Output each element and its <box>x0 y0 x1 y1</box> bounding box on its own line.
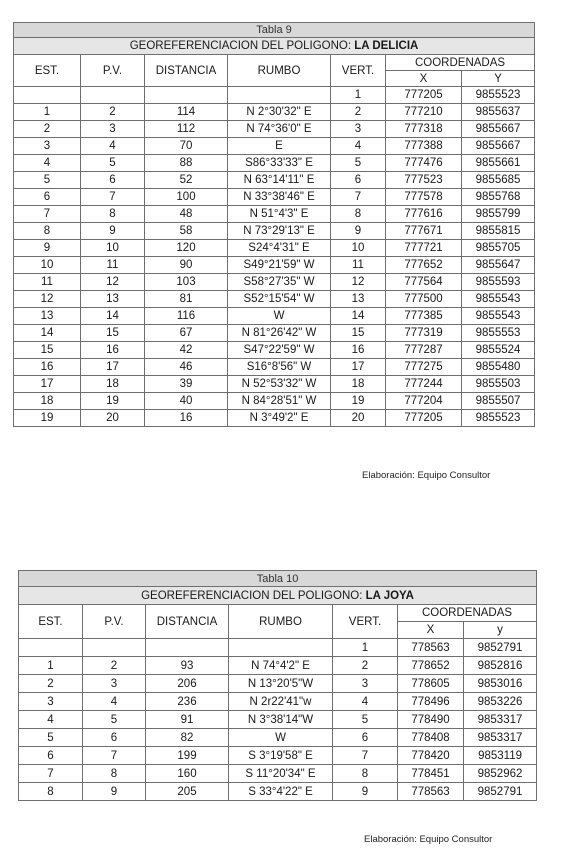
cell-x: 777210 <box>386 104 462 121</box>
header-est: EST. <box>14 55 81 87</box>
cell-y: 9855815 <box>462 223 535 240</box>
cell-y: 9853016 <box>464 675 537 693</box>
cell-x: 778451 <box>398 765 464 783</box>
cell-rumbo: N 73°29'13" E <box>228 223 331 240</box>
cell-x: 777578 <box>386 189 462 206</box>
table-row <box>19 729 537 747</box>
cell-vert: 6 <box>331 172 386 189</box>
table-row <box>14 325 535 342</box>
cell-y: 9852962 <box>464 765 537 783</box>
cell-distancia: 52 <box>145 172 228 189</box>
cell-rumbo: N 74°4'2" E <box>229 657 333 675</box>
cell-pv: 5 <box>81 155 145 172</box>
cell-distancia: 46 <box>145 359 228 376</box>
cell-est: 2 <box>14 121 81 138</box>
cell-y: 9852791 <box>464 783 537 801</box>
cell-vert: 12 <box>331 274 386 291</box>
cell-vert: 16 <box>331 342 386 359</box>
cell-vert: 3 <box>333 675 398 693</box>
polygon-name: LA DELICIA <box>354 40 419 52</box>
table-row <box>14 223 535 240</box>
cell-vert: 8 <box>333 765 398 783</box>
cell-vert: 13 <box>331 291 386 308</box>
cell-pv: 3 <box>81 121 145 138</box>
header-distancia: DISTANCIA <box>146 605 229 639</box>
cell-est: 13 <box>14 308 81 325</box>
cell-est: 15 <box>14 342 81 359</box>
table-caption: Tabla 10 <box>19 571 537 587</box>
cell-rumbo: S58°27'35" W <box>228 274 331 291</box>
table-la-delicia <box>13 22 535 427</box>
cell-est: 7 <box>19 765 83 783</box>
cell-pv: 10 <box>81 240 145 257</box>
cell-y: 9855647 <box>462 257 535 274</box>
cell-y: 9853119 <box>464 747 537 765</box>
footer-note: Elaboración: Equipo Consultor <box>362 470 491 481</box>
header-pv: P.V. <box>83 605 146 639</box>
cell-est: 8 <box>14 223 81 240</box>
cell-rumbo <box>228 87 331 104</box>
cell-est: 10 <box>14 257 81 274</box>
cell-y: 9855667 <box>462 121 535 138</box>
cell-x: 777385 <box>386 308 462 325</box>
table-row <box>14 121 535 138</box>
cell-rumbo: E <box>228 138 331 155</box>
cell-y: 9855685 <box>462 172 535 189</box>
cell-est: 12 <box>14 291 81 308</box>
cell-distancia: 236 <box>146 693 229 711</box>
cell-pv: 15 <box>81 325 145 342</box>
cell-rumbo: W <box>229 729 333 747</box>
cell-x: 778563 <box>398 639 464 657</box>
cell-vert: 4 <box>331 138 386 155</box>
cell-rumbo: N 84°28'51" W <box>228 393 331 410</box>
cell-rumbo: N 81°26'42" W <box>228 325 331 342</box>
table-row <box>19 693 537 711</box>
cell-distancia: 205 <box>146 783 229 801</box>
cell-distancia: 120 <box>145 240 228 257</box>
cell-y: 9855507 <box>462 393 535 410</box>
cell-pv: 7 <box>81 189 145 206</box>
cell-y: 9855503 <box>462 376 535 393</box>
cell-x: 778408 <box>398 729 464 747</box>
cell-rumbo: S86°33'33" E <box>228 155 331 172</box>
cell-x: 777388 <box>386 138 462 155</box>
header-vert: VERT. <box>331 55 386 87</box>
table-row <box>14 240 535 257</box>
table-row <box>14 376 535 393</box>
table-row <box>14 359 535 376</box>
table-la-joya <box>18 570 537 801</box>
cell-est: 17 <box>14 376 81 393</box>
cell-vert: 11 <box>331 257 386 274</box>
table-row <box>19 747 537 765</box>
table-row <box>14 257 535 274</box>
cell-vert: 3 <box>331 121 386 138</box>
cell-pv: 16 <box>81 342 145 359</box>
cell-y: 9855480 <box>462 359 535 376</box>
cell-x: 778605 <box>398 675 464 693</box>
table-row <box>19 639 537 657</box>
cell-pv: 4 <box>83 693 146 711</box>
cell-x: 778652 <box>398 657 464 675</box>
cell-est: 1 <box>19 657 83 675</box>
cell-est: 1 <box>14 104 81 121</box>
cell-rumbo: S24°4'31" E <box>228 240 331 257</box>
cell-est: 4 <box>19 711 83 729</box>
table-title <box>19 587 537 605</box>
table-row <box>14 155 535 172</box>
header-x: X <box>386 71 462 87</box>
cell-y: 9855593 <box>462 274 535 291</box>
cell-vert: 8 <box>331 206 386 223</box>
cell-distancia: 48 <box>145 206 228 223</box>
cell-pv: 20 <box>81 410 145 427</box>
footer-note: Elaboración: Equipo Consultor <box>364 834 493 845</box>
cell-y: 9853317 <box>464 729 537 747</box>
cell-x: 777275 <box>386 359 462 376</box>
table-row <box>14 138 535 155</box>
cell-vert: 5 <box>331 155 386 172</box>
cell-y: 9855637 <box>462 104 535 121</box>
cell-vert: 7 <box>331 189 386 206</box>
cell-est: 11 <box>14 274 81 291</box>
table-body <box>14 23 535 427</box>
cell-rumbo: S49°21'59" W <box>228 257 331 274</box>
cell-x: 777564 <box>386 274 462 291</box>
cell-est <box>19 639 83 657</box>
cell-pv: 12 <box>81 274 145 291</box>
cell-est: 4 <box>14 155 81 172</box>
cell-rumbo: N 2r22'41"w <box>229 693 333 711</box>
cell-x: 777318 <box>386 121 462 138</box>
cell-y: 9855705 <box>462 240 535 257</box>
cell-distancia: 160 <box>146 765 229 783</box>
cell-distancia: 67 <box>145 325 228 342</box>
table-row <box>14 342 535 359</box>
header-distancia: DISTANCIA <box>145 55 228 87</box>
cell-est: 6 <box>19 747 83 765</box>
cell-rumbo: N 2°30'32" E <box>228 104 331 121</box>
cell-est: 5 <box>19 729 83 747</box>
table-row <box>14 87 535 104</box>
cell-rumbo: N 63°14'11" E <box>228 172 331 189</box>
cell-x: 777500 <box>386 291 462 308</box>
cell-vert: 17 <box>331 359 386 376</box>
cell-rumbo: S 11°20'34" E <box>229 765 333 783</box>
cell-rumbo: N 33°38'46" E <box>228 189 331 206</box>
polygon-name: LA JOYA <box>365 589 414 602</box>
cell-distancia: 90 <box>145 257 228 274</box>
cell-pv: 14 <box>81 308 145 325</box>
cell-vert: 2 <box>333 657 398 675</box>
table-caption: Tabla 9 <box>14 23 535 38</box>
header-x: X <box>398 622 464 639</box>
cell-y: 9852791 <box>464 639 537 657</box>
cell-rumbo: N 13°20'5"W <box>229 675 333 693</box>
cell-y: 9855661 <box>462 155 535 172</box>
cell-distancia: 16 <box>145 410 228 427</box>
cell-distancia: 112 <box>145 121 228 138</box>
cell-x: 777205 <box>386 87 462 104</box>
header-rumbo: RUMBO <box>228 55 331 87</box>
cell-rumbo: N 51°4'3" E <box>228 206 331 223</box>
cell-distancia: 40 <box>145 393 228 410</box>
cell-pv: 11 <box>81 257 145 274</box>
table-row <box>19 765 537 783</box>
cell-pv: 7 <box>83 747 146 765</box>
cell-pv: 8 <box>81 206 145 223</box>
table-row <box>19 657 537 675</box>
cell-pv <box>83 639 146 657</box>
cell-pv: 2 <box>83 657 146 675</box>
cell-vert: 7 <box>333 747 398 765</box>
cell-rumbo: N 3°49'2" E <box>228 410 331 427</box>
cell-y: 9855553 <box>462 325 535 342</box>
cell-y: 9855523 <box>462 87 535 104</box>
cell-pv: 4 <box>81 138 145 155</box>
cell-distancia: 81 <box>145 291 228 308</box>
table-row <box>14 291 535 308</box>
cell-distancia: 206 <box>146 675 229 693</box>
cell-est: 5 <box>14 172 81 189</box>
header-vert: VERT. <box>333 605 398 639</box>
cell-distancia: 88 <box>145 155 228 172</box>
cell-est: 7 <box>14 206 81 223</box>
cell-pv: 6 <box>83 729 146 747</box>
table-row <box>14 393 535 410</box>
table-row <box>14 104 535 121</box>
table-row <box>14 274 535 291</box>
cell-y: 9855667 <box>462 138 535 155</box>
cell-est: 6 <box>14 189 81 206</box>
cell-vert: 2 <box>331 104 386 121</box>
cell-pv: 18 <box>81 376 145 393</box>
cell-vert: 5 <box>333 711 398 729</box>
cell-x: 778490 <box>398 711 464 729</box>
cell-distancia <box>145 87 228 104</box>
cell-x: 777671 <box>386 223 462 240</box>
cell-x: 778563 <box>398 783 464 801</box>
cell-distancia: 103 <box>145 274 228 291</box>
cell-y: 9855543 <box>462 291 535 308</box>
cell-est: 8 <box>19 783 83 801</box>
header-rumbo: RUMBO <box>229 605 333 639</box>
cell-x: 777244 <box>386 376 462 393</box>
cell-x: 777616 <box>386 206 462 223</box>
table-row <box>19 675 537 693</box>
cell-y: 9855768 <box>462 189 535 206</box>
cell-pv: 3 <box>83 675 146 693</box>
cell-rumbo: S52°15'54" W <box>228 291 331 308</box>
cell-x: 778420 <box>398 747 464 765</box>
cell-pv: 13 <box>81 291 145 308</box>
table-row <box>19 783 537 801</box>
cell-est: 2 <box>19 675 83 693</box>
cell-y: 9855543 <box>462 308 535 325</box>
cell-rumbo: N 52°53'32" W <box>228 376 331 393</box>
cell-x: 777523 <box>386 172 462 189</box>
title-prefix: GEOREFERENCIACION DEL POLIGONO: <box>129 40 352 52</box>
cell-vert: 1 <box>331 87 386 104</box>
table-row <box>14 189 535 206</box>
cell-y: 9855524 <box>462 342 535 359</box>
cell-x: 777205 <box>386 410 462 427</box>
cell-x: 777319 <box>386 325 462 342</box>
table-row <box>14 410 535 427</box>
cell-vert: 1 <box>333 639 398 657</box>
cell-x: 777287 <box>386 342 462 359</box>
cell-pv: 9 <box>81 223 145 240</box>
cell-distancia: 42 <box>145 342 228 359</box>
cell-vert: 9 <box>331 223 386 240</box>
cell-rumbo: W <box>228 308 331 325</box>
cell-distancia: 100 <box>145 189 228 206</box>
table-row <box>14 206 535 223</box>
cell-est: 18 <box>14 393 81 410</box>
cell-est: 3 <box>14 138 81 155</box>
header-y: y <box>464 622 537 639</box>
cell-vert: 19 <box>331 393 386 410</box>
cell-distancia: 39 <box>145 376 228 393</box>
cell-y: 9853317 <box>464 711 537 729</box>
cell-distancia: 116 <box>145 308 228 325</box>
cell-vert: 20 <box>331 410 386 427</box>
cell-rumbo: N 3°38'14"W <box>229 711 333 729</box>
cell-vert: 18 <box>331 376 386 393</box>
cell-vert: 15 <box>331 325 386 342</box>
cell-distancia: 93 <box>146 657 229 675</box>
cell-pv: 8 <box>83 765 146 783</box>
table-row <box>14 172 535 189</box>
cell-distancia: 199 <box>146 747 229 765</box>
cell-pv <box>81 87 145 104</box>
table-row <box>14 308 535 325</box>
cell-pv: 5 <box>83 711 146 729</box>
header-coordenadas: COORDENADAS <box>398 605 537 622</box>
cell-distancia: 70 <box>145 138 228 155</box>
cell-est: 16 <box>14 359 81 376</box>
cell-pv: 17 <box>81 359 145 376</box>
cell-y: 9852816 <box>464 657 537 675</box>
cell-x: 777476 <box>386 155 462 172</box>
cell-est: 3 <box>19 693 83 711</box>
cell-rumbo: S47°22'59" W <box>228 342 331 359</box>
cell-rumbo: S 33°4'22" E <box>229 783 333 801</box>
header-pv: P.V. <box>81 55 145 87</box>
cell-vert: 4 <box>333 693 398 711</box>
cell-pv: 6 <box>81 172 145 189</box>
cell-pv: 2 <box>81 104 145 121</box>
header-coordenadas: COORDENADAS <box>386 55 535 71</box>
cell-vert: 6 <box>333 729 398 747</box>
table-row <box>19 711 537 729</box>
cell-est: 9 <box>14 240 81 257</box>
cell-x: 777204 <box>386 393 462 410</box>
cell-est <box>14 87 81 104</box>
cell-x: 777652 <box>386 257 462 274</box>
cell-pv: 19 <box>81 393 145 410</box>
cell-vert: 10 <box>331 240 386 257</box>
cell-distancia: 82 <box>146 729 229 747</box>
cell-vert: 9 <box>333 783 398 801</box>
table-title <box>14 38 535 55</box>
cell-est: 19 <box>14 410 81 427</box>
cell-vert: 14 <box>331 308 386 325</box>
cell-y: 9853226 <box>464 693 537 711</box>
cell-est: 14 <box>14 325 81 342</box>
cell-rumbo: S16°8'56" W <box>228 359 331 376</box>
cell-pv: 9 <box>83 783 146 801</box>
cell-y: 9855523 <box>462 410 535 427</box>
cell-x: 778496 <box>398 693 464 711</box>
cell-x: 777721 <box>386 240 462 257</box>
cell-rumbo <box>229 639 333 657</box>
cell-rumbo: N 74°36'0" E <box>228 121 331 138</box>
cell-distancia: 58 <box>145 223 228 240</box>
cell-distancia: 91 <box>146 711 229 729</box>
header-est: EST. <box>19 605 83 639</box>
header-y: Y <box>462 71 535 87</box>
cell-distancia <box>146 639 229 657</box>
table-body <box>19 571 537 801</box>
cell-distancia: 114 <box>145 104 228 121</box>
cell-y: 9855799 <box>462 206 535 223</box>
cell-rumbo: S 3°19'58" E <box>229 747 333 765</box>
title-prefix: GEOREFERENCIACION DEL POLIGONO: <box>141 589 363 602</box>
